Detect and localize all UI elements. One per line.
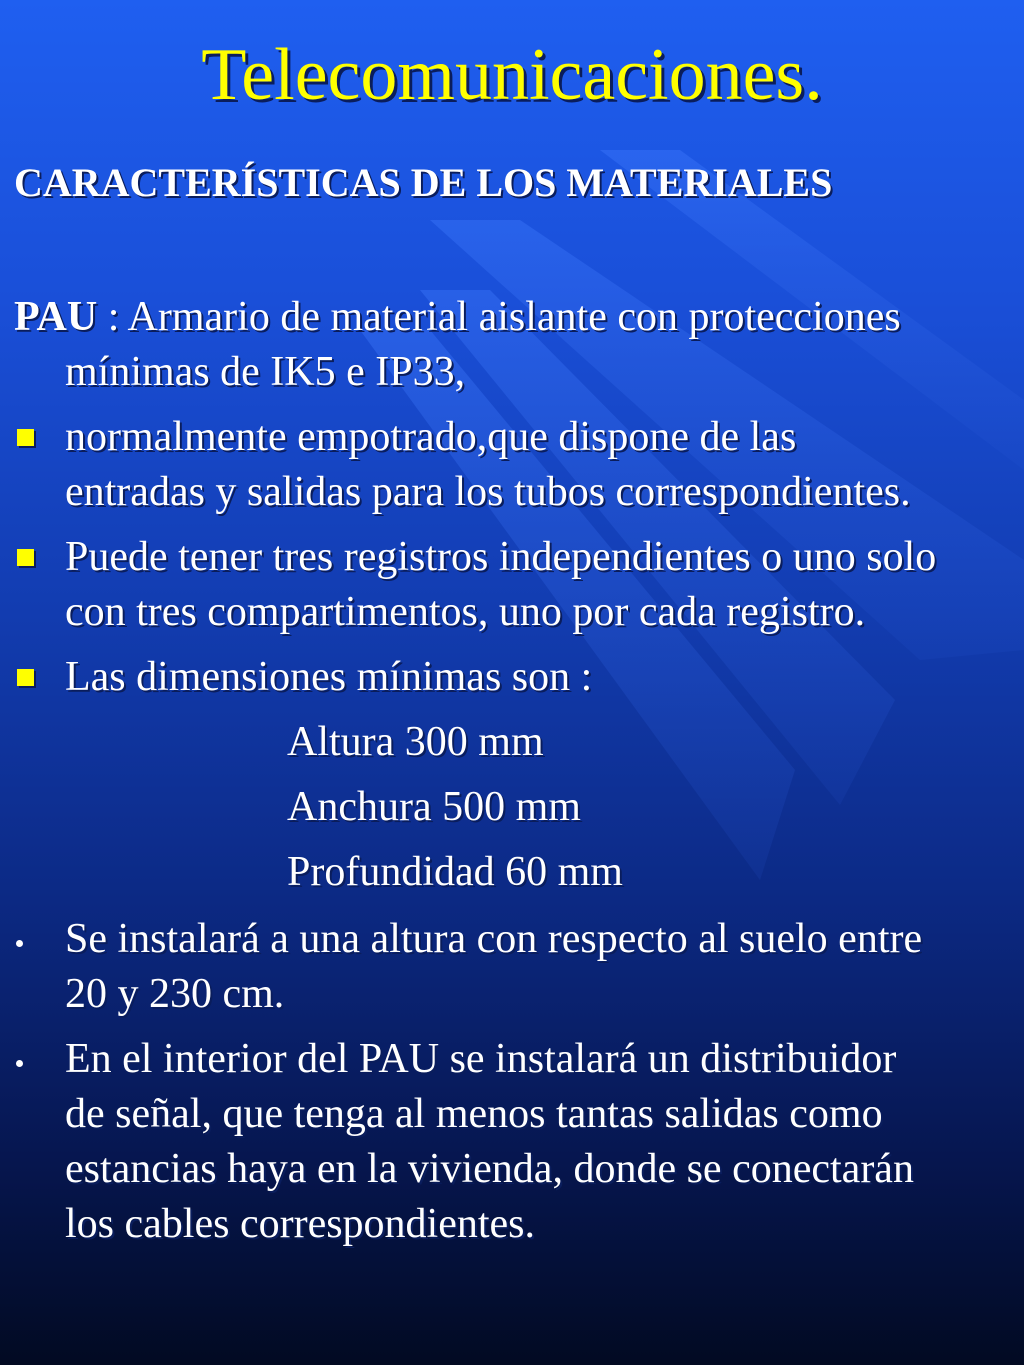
slide-title: Telecomunicaciones.: [201, 34, 823, 116]
list-item-text: 20 y 230 cm.: [65, 971, 285, 1017]
list-item-text: Puede tener tres registros independientes o uno solo: [65, 534, 937, 580]
list-item-text: En el interior del PAU se instalará un distribuidor: [65, 1036, 897, 1082]
dot-bullet-icon: [16, 940, 23, 947]
list-item-text: normalmente empotrado,que dispone de las: [65, 414, 797, 460]
list-item-text: con tres compartimentos, uno por cada registro.: [65, 589, 866, 635]
list-item-text: Se instalará a una altura con respecto al suelo entre: [65, 916, 923, 962]
pau-label: PAU: [14, 294, 98, 340]
list-item-text: los cables correspondientes.: [65, 1201, 536, 1247]
dimension-depth: Profundidad 60 mm: [287, 849, 623, 895]
dimension-height: Altura 300 mm: [287, 719, 544, 765]
list-item-text: de señal, que tenga al menos tantas salidas como: [65, 1091, 883, 1137]
list-item-text: entradas y salidas para los tubos correspondientes.: [65, 469, 911, 515]
dot-bullet-icon: [16, 1060, 23, 1067]
pau-line-2: mínimas de IK5 e IP33,: [65, 349, 466, 395]
square-bullet-icon: [17, 549, 34, 566]
list-item-text: Las dimensiones mínimas son :: [65, 654, 593, 700]
section-heading: CARACTERÍSTICAS DE LOS MATERIALES: [14, 160, 833, 205]
dimension-width: Anchura 500 mm: [287, 784, 581, 830]
square-bullet-icon: [17, 429, 34, 446]
pau-line-1: [14, 290, 901, 345]
square-bullet-icon: [17, 669, 34, 686]
pau-text: : Armario de material aislante con protecciones: [97, 294, 901, 340]
list-item-text: estancias haya en la vivienda, donde se conectarán: [65, 1146, 914, 1192]
